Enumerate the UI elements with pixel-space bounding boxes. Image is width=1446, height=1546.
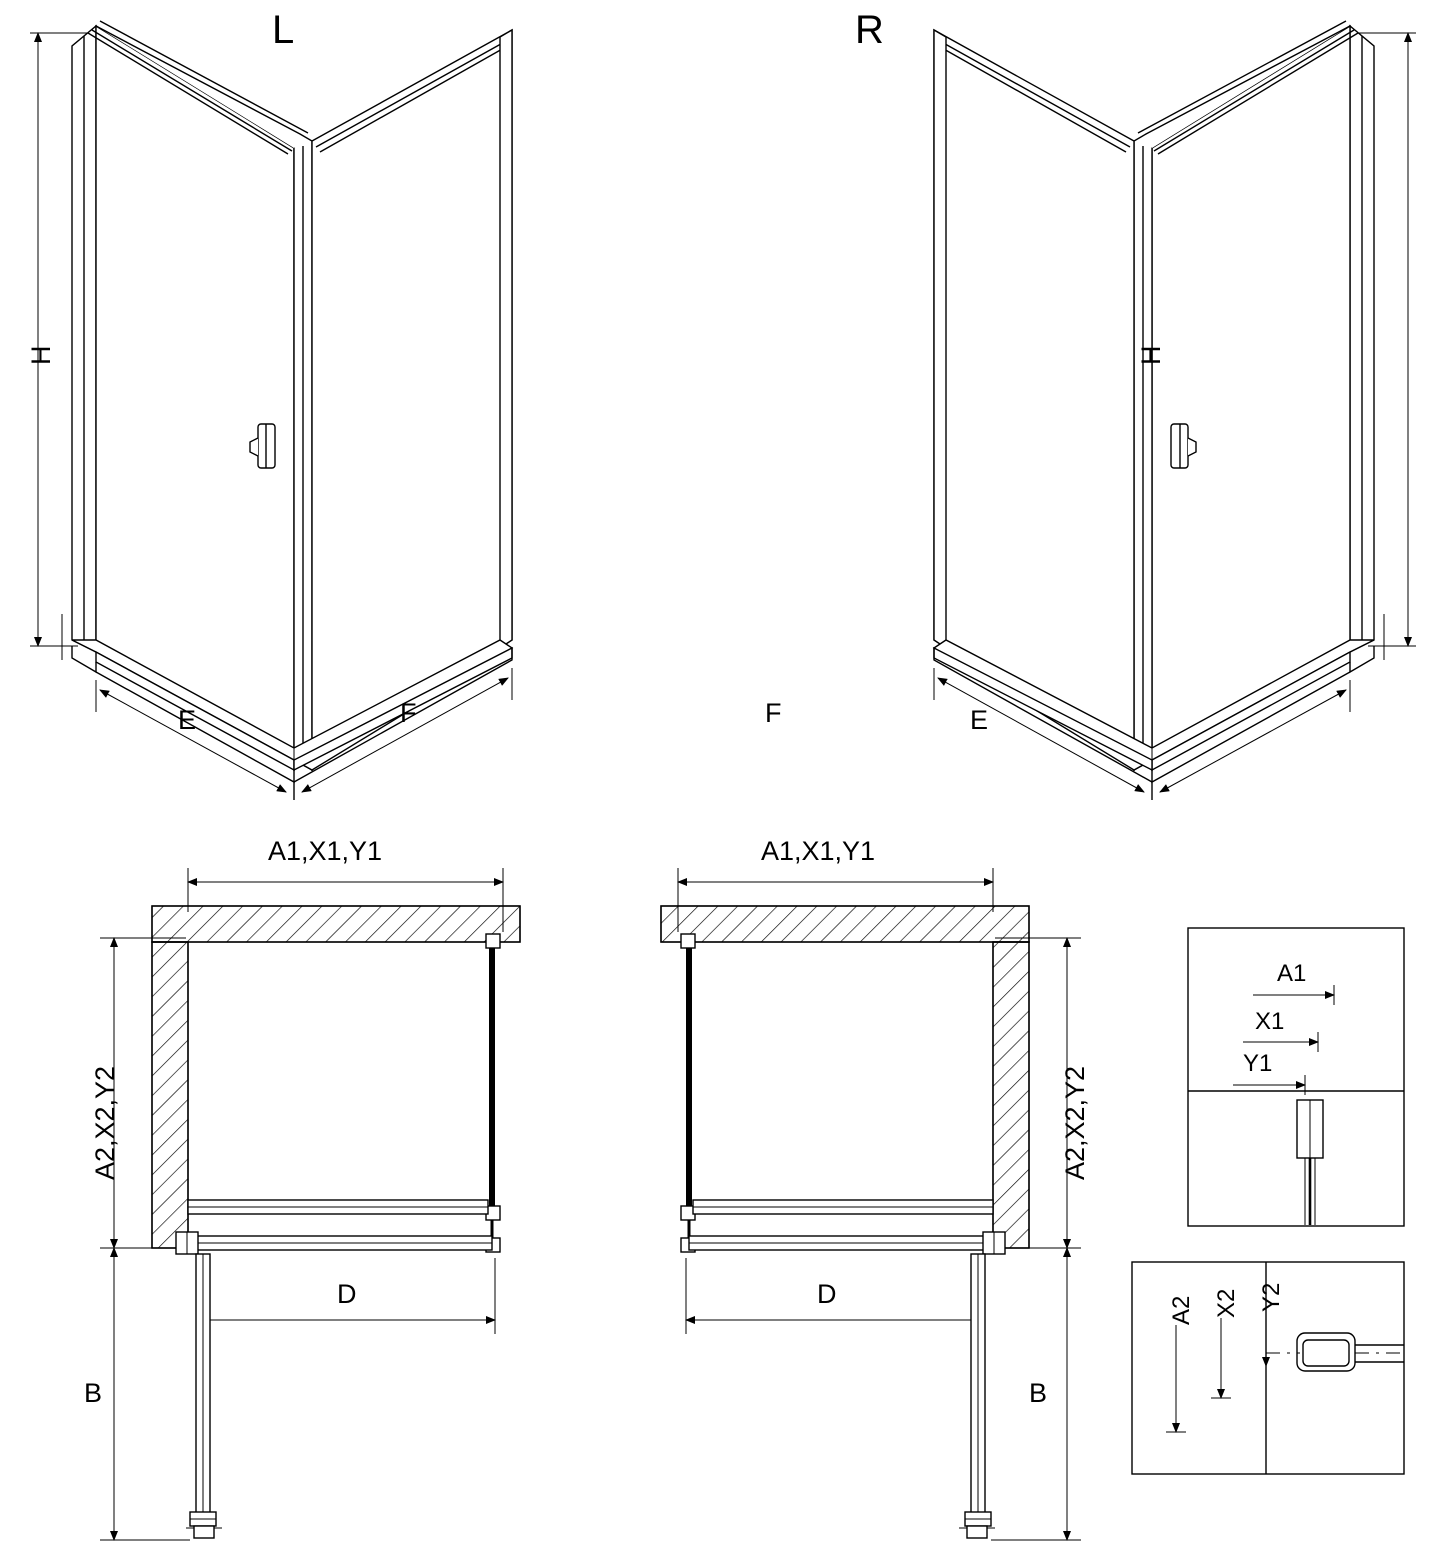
iso-right-side-near-label: F [765,698,782,728]
plan-left-door-dim-label: D [337,1279,357,1309]
detail-top-label-a1: A1 [1277,960,1307,987]
iso-right-height-label: H [1136,345,1166,365]
detail-top-label-y1: Y1 [1243,1050,1273,1077]
plan-left-view [100,868,520,1540]
plan-left-swing-dim-label: B [84,1378,103,1408]
plan-right-side-dim-label: A2,X2,Y2 [1060,1065,1090,1180]
plan-left-side-dim-label: A2,X2,Y2 [90,1065,120,1180]
detail-top-label-x1: X1 [1255,1008,1285,1035]
title-left: L [272,8,295,52]
iso-left-side-far-label: F [400,698,417,728]
title-right: R [855,8,884,52]
plan-right-door-dim-label: D [817,1279,837,1309]
iso-left-side-near-label: E [178,705,197,735]
plan-left-top-dim-label: A1,X1,Y1 [268,836,383,866]
iso-left-view [26,21,512,800]
iso-right-side-far-label: E [970,705,989,735]
iso-left-height-label: H [26,345,56,365]
detail-bottom-label-y2: Y2 [1258,1282,1285,1312]
plan-right-top-dim-label: A1,X1,Y1 [761,836,876,866]
iso-right-view [934,21,1416,800]
plan-right-view [661,868,1081,1540]
detail-bottom-label-a2: A2 [1168,1295,1195,1325]
plan-right-swing-dim-label: B [1029,1378,1048,1408]
detail-bottom-label-x2: X2 [1213,1288,1240,1318]
